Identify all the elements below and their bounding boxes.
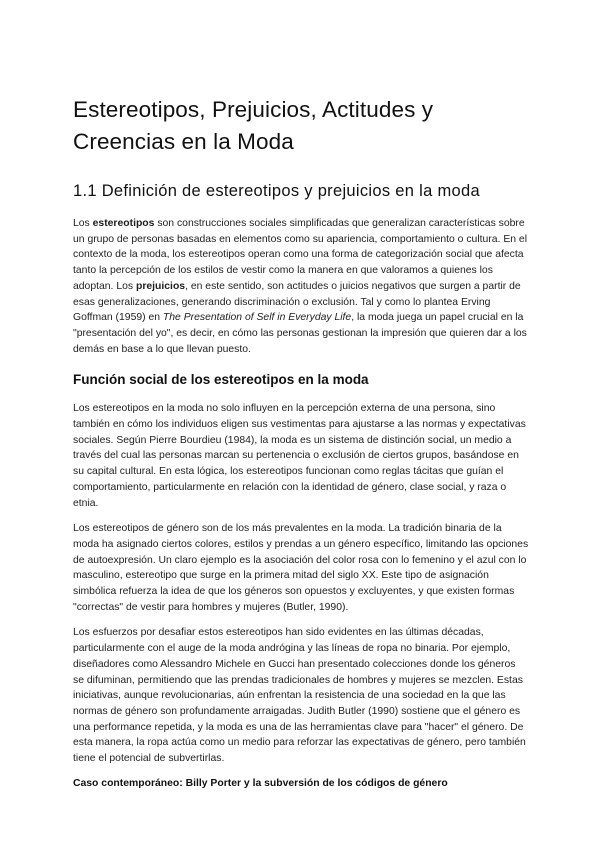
document-title: Estereotipos, Prejuicios, Actitudes y Creencias en la Moda — [73, 97, 434, 154]
term-estereotipos: estereotipos — [92, 218, 155, 229]
book-title: The Presentation of Self in Everyday Life — [162, 312, 352, 324]
intro-text-3: , en este sentido, son actitudes o juicios negativos que surgen a partir de esas generalizaciones, generando discriminación o exclusión. Tal y como lo plantea Erving Goffman (1959) en — [73, 280, 521, 324]
paragraph: Los estereotipos en la moda no solo influyen en la percepción externa de una persona, sino también en cómo los individuos eligen sus vestimentas para ajustarse a las normas y expectativas sociales. Según Pierre Bourdieu (1984), la moda es un sistema de distinción social, un medio a través del cual las personas marcan su pertenencia o exclusión de ciertos grupos, basándose en su capital cultural. En esta lógica, los estereotipos funcionan como reglas tácitas que guían el comportamiento, particularmente en relación con la identidad de género, clase social, y raza o etnia. — [73, 403, 526, 509]
paragraph: Los esfuerzos por desafiar estos estereotipos han sido evidentes en las últimas décadas, particularmente con el auge de la moda andrógina y las líneas de ropa no binaria. Por ejemplo, diseñadores como Alessandro Michele en Gucci han presentado colecciones donde los géneros se difuminan, permitiendo que las prendas tradicionales de hombres y mujeres se mezclen. Estas iniciativas, aunque revolucionarias, aún enfrentan la resistencia de una sociedad en la que las normas de género son profundamente arraigadas. Judith Butler (1990) sostiene que el género es una performance repetida, y la moda es una de las herramientas clave para "hacer" el género. De esta manera, la ropa actúa como un medio para reforzar las expectativas de género, pero también tiene el potencial de subvertirlas. — [73, 627, 526, 765]
case-heading: Caso contemporáneo: Billy Porter y la subversión de los códigos de género — [73, 777, 448, 789]
intro-paragraph — [73, 216, 529, 357]
paragraph: Los estereotipos de género son de los más prevalentes en la moda. La tradición binaria de la moda ha asignado ciertos colores, estilos y prendas a un género específico, limitando las opciones de autoexpresión. Un claro ejemplo es la asociación del color rosa con lo femenino y el azul con lo masculino, estereotipo que surge en la primera mitad del siglo XX. Este tipo de asignación simbólica refuerza la idea de que los géneros son opuestos y excluyentes, y que existen formas "correctas" de vestir para hombres y mujeres (Butler, 1990). — [73, 523, 529, 613]
section-heading: 1.1 Definición de estereotipos y prejuicios en la moda — [73, 182, 480, 200]
intro-text-1: Los — [73, 218, 93, 229]
intro-text-2: son construcciones sociales simplificadas que generalizan características sobre un grupo de personas basadas en elementos como su apariencia, comportamiento o cultura. En el contexto de la moda, los estereotipos operan como una forma de categorización social que afecta tanto la percepción de los estilos de vestir como la manera en que valoramos a quienes los adoptan. Los — [73, 218, 527, 292]
document-content — [73, 94, 529, 791]
subsection-heading: Función social de los estereotipos en la moda — [73, 372, 369, 388]
term-prejuicios: prejuicios — [135, 280, 186, 292]
intro-text-4: , la moda juega un papel crucial en la "presentación del yo", es decir, en cómo las personas gestionan la impresión que quieren dar a los demás en base a lo que llevan puesto. — [73, 312, 527, 355]
